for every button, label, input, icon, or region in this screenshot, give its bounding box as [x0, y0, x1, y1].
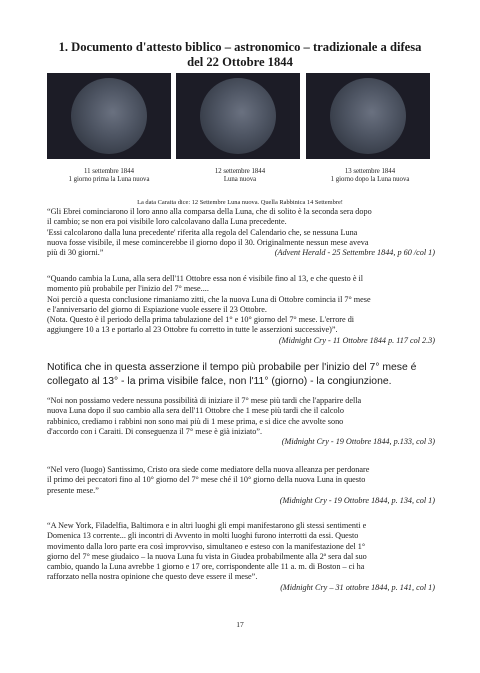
- quote-advent-herald: [47, 207, 435, 258]
- quote-line: Noi perciò a questa conclusione rimaniamo zitti, che la nuova Luna di Ottobre comincia il 7° mese: [47, 294, 371, 304]
- quote-line: nuova Luna dopo il suo cambio alla sera dell'11 Ottobre che 1 mese più tardi che il calcolo: [47, 406, 344, 416]
- quote-line: e l'anniversario del giorno di Espiazione vuole essere il 23 Ottobre.: [47, 304, 267, 314]
- quote-line: Domenica 13 corrente... gli incontri di Avvento in molti luoghi furono interrotti da essi. Questo: [47, 531, 359, 541]
- citation: (Midnight Cry - 11 Ottobre 1844 p. 117 col 2.3): [278, 335, 435, 345]
- quote-line: “Quando cambia la Luna, alla sera dell'11 Ottobre essa non é visibile fino al 13, e che questo è il: [47, 274, 364, 283]
- citation: (Midnight Cry - 19 Ottobre 1844, p.133, col 3): [281, 437, 435, 447]
- page-number: 17: [236, 620, 244, 629]
- caption-date: 13 settembre 1844: [344, 168, 396, 175]
- quote-midnight-cry-2: [47, 396, 435, 447]
- title-line-2: del 22 Ottobre 1844: [187, 55, 293, 69]
- quote-line: rafforzato nella nostra opinione che questo deve essere il mese”.: [47, 572, 258, 582]
- moon-disc-icon: [200, 78, 276, 154]
- quote-midnight-cry-4: [47, 521, 435, 593]
- citation: (Midnight Cry - 19 Ottobre 1844, p. 134, col 1): [279, 495, 435, 505]
- citation: (Advent Herald - 25 Settembre 1844, p 60 /col 1): [274, 248, 435, 258]
- quote-line: “Nel vero (luogo) Santissimo, Cristo ora siede come mediatore della nuova alleanza per perdonare: [47, 465, 370, 474]
- quote-line: nuova fosse visibile, il mese comincerebbe il giorno dopo il 30. Originalmente nessun mese aveva: [47, 237, 369, 247]
- moon-caption-3: [295, 168, 445, 184]
- quote-line: (Nota. Questo è il periodo della prima tabulazione del 1° e 10° giorno del 7° mese. L'errore di: [47, 315, 355, 325]
- moon-disc-icon: [330, 78, 406, 154]
- moon-photo-row: [0, 73, 480, 159]
- page-title: [40, 40, 440, 70]
- quote-midnight-cry-3: [47, 465, 435, 506]
- quote-line: presente mese.”: [47, 485, 99, 495]
- caption-desc: 1 giorno prima la Luna nuova: [68, 176, 150, 183]
- quote-line: giorno del 7° mese giudaico – la nuova Luna fu vista in Giudea probabilmente alla 2ª sera dal suo: [47, 551, 367, 561]
- quote-line: “Noi non possiamo vedere nessuna possibilità di iniziare il 7° mese più tardi che l'apparire della: [47, 396, 362, 405]
- quote-line: momento più probabile per l'inizio del 7° mese....: [47, 284, 209, 294]
- moon-disc-icon: [71, 78, 147, 154]
- caraita-note: La data Caraita dice: 12 Settembre Luna nuova. Quella Rabbinica 14 Settembre!: [137, 199, 343, 206]
- quote-line: il primo dei peccatori fino al 10° giorno del 7° mese ché il 10° giorno della nuova Luna in questo: [47, 475, 366, 485]
- moon-caption-2: [165, 168, 315, 184]
- quote-line: più di 30 giorni.”: [47, 248, 104, 258]
- title-line-1: 1. Documento d'attesto biblico – astronomico – tradizionale a difesa: [58, 40, 422, 54]
- quote-line: aggiungere 10 a 13 e portarlo al 23 Ottobre fu corretto in tutte le asserzioni successive)”.: [47, 325, 338, 335]
- quote-midnight-cry-1: [47, 274, 435, 346]
- quote-line: “A New York, Filadelfia, Baltimora e in altri luoghi gli empi manifestarono gli stessi sentimenti e: [47, 521, 367, 530]
- quote-line: “Gli Ebrei cominciarono il loro anno alla comparsa della Luna, che di solito è la seconda sera dopo: [47, 207, 372, 216]
- notifica-line: collegato al 13° - la prima visibile falce, non l'11° (giorno) - la congiunzione.: [47, 375, 392, 387]
- caption-desc: 1 giorno dopo la Luna nuova: [330, 176, 410, 183]
- caption-date: 11 settembre 1844: [84, 168, 134, 175]
- quote-line: il cambio; se non era poi visibile loro calcolavano dalla Luna precedente.: [47, 217, 287, 227]
- quote-line: cambio, quando la Luna avrebbe 1 giorno e 17 ore, corrispondente alle 11 a. m. di Boston – ci ha: [47, 562, 365, 572]
- quote-line: rabbinico, crediamo i rabbini non sono mai più di 1 mese prima, e si dice che avvolte sono: [47, 416, 344, 426]
- caption-date: 12 settembre 1844: [214, 168, 266, 175]
- quote-line: movimento dalla loro parte era così improvviso, simultaneo e esteso con la manifestazione del 1°: [47, 541, 366, 551]
- moon-photo-2: [176, 73, 300, 159]
- quote-line: 'Essi calcolarono dalla luna precedente' riferita alla regola del Calendario che, se nessuna Luna: [47, 227, 358, 237]
- notifica-paragraph: [47, 361, 437, 388]
- moon-photo-1: [47, 73, 171, 159]
- moon-caption-1: [34, 168, 184, 184]
- caption-desc: Luna nuova: [223, 176, 257, 183]
- moon-photo-3: [306, 73, 430, 159]
- notifica-line: Notifica che in questa asserzione il tempo più probabile per l'inizio del 7° mese é: [47, 362, 417, 373]
- citation: (Midnight Cry – 31 ottobre 1844, p. 141, col 1): [280, 582, 435, 592]
- quote-line: d'accordo con i Caraiti. Di conseguenza il 7° mese è già iniziato”.: [47, 426, 263, 436]
